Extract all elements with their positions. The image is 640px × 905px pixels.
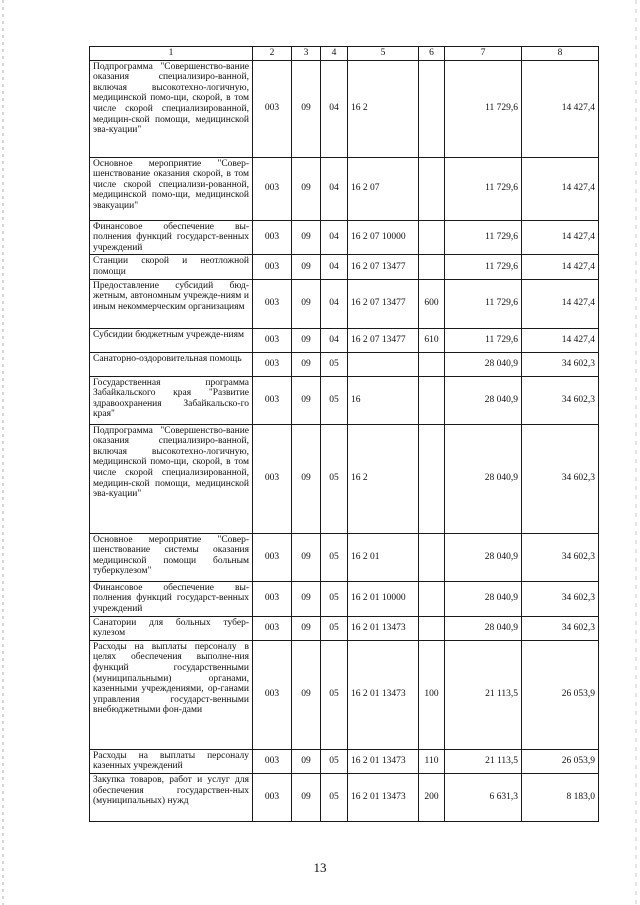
column-header-8: 8 [522,47,599,61]
cell-code-3: 09 [292,376,321,424]
cell-code-3: 09 [292,424,321,533]
table-row [90,376,599,424]
cell-amount-7: 28 040,9 [445,352,522,376]
cell-amount-7: 6 631,3 [445,773,522,821]
cell-code-4: 05 [321,773,348,821]
cell-amount-8: 14 427,4 [522,279,599,328]
cell-code-2: 003 [253,616,292,640]
table-row [90,255,599,279]
cell-code-6 [419,255,445,279]
cell-code-6: 100 [419,640,445,749]
cell-code-5: 16 2 01 13473 [348,640,419,749]
cell-code-5: 16 2 01 [348,533,419,581]
scan-edge-right [635,0,637,905]
column-header-5: 5 [348,47,419,61]
cell-code-3: 09 [292,157,321,220]
cell-amount-7: 21 113,5 [445,640,522,749]
cell-amount-8: 34 602,3 [522,581,599,616]
cell-code-3: 09 [292,773,321,821]
row-label: Подпрограмма "Совершенство-вание оказания специализиро-ванной, включая высокотехно-логичную, медицинской помо-щи, скорой, в том числе скорой специализированной, медицин-ской помощи, медицинской эва-куации" [90,424,253,533]
cell-amount-7: 28 040,9 [445,424,522,533]
cell-code-4: 05 [321,581,348,616]
table-body [90,47,599,822]
row-label: Основное мероприятие "Совер-шенствование системы оказания медицинской помощи больным туберкулезом" [90,533,253,581]
column-header-1: 1 [90,47,253,61]
cell-code-2: 003 [253,533,292,581]
column-header-2: 2 [253,47,292,61]
cell-code-5: 16 2 01 13473 [348,616,419,640]
cell-amount-8: 26 053,9 [522,640,599,749]
cell-code-5: 16 2 07 13477 [348,279,419,328]
row-label: Станции скорой и неотложной помощи [90,255,253,279]
cell-code-3: 09 [292,220,321,255]
cell-code-6 [419,157,445,220]
table-row [90,581,599,616]
cell-code-2: 003 [253,376,292,424]
cell-code-6 [419,352,445,376]
cell-amount-7: 28 040,9 [445,376,522,424]
cell-code-4: 04 [321,60,348,157]
cell-code-3: 09 [292,60,321,157]
cell-code-6 [419,424,445,533]
row-label: Санатории для больных тубер-кулезом [90,616,253,640]
cell-code-2: 003 [253,640,292,749]
cell-amount-7: 11 729,6 [445,60,522,157]
cell-code-6: 610 [419,328,445,352]
table-row [90,328,599,352]
cell-code-3: 09 [292,255,321,279]
cell-amount-8: 14 427,4 [522,220,599,255]
cell-code-6 [419,616,445,640]
cell-code-3: 09 [292,328,321,352]
cell-code-4: 04 [321,157,348,220]
cell-amount-8: 14 427,4 [522,328,599,352]
cell-code-6: 200 [419,773,445,821]
table-row [90,220,599,255]
table-row [90,773,599,821]
cell-code-5: 16 2 01 13473 [348,773,419,821]
cell-amount-7: 28 040,9 [445,533,522,581]
table-row [90,352,599,376]
table-row [90,424,599,533]
cell-amount-7: 11 729,6 [445,157,522,220]
cell-code-5: 16 2 [348,424,419,533]
cell-amount-7: 11 729,6 [445,220,522,255]
cell-code-4: 05 [321,533,348,581]
cell-code-4: 05 [321,424,348,533]
cell-code-2: 003 [253,328,292,352]
page-number: 13 [313,860,327,875]
row-label: Расходы на выплаты персоналу казенных учреждений [90,749,253,773]
cell-code-2: 003 [253,581,292,616]
cell-code-3: 09 [292,581,321,616]
row-label: Расходы на выплаты персоналу в целях обеспечения выполне-ния функций государственными (муниципальными) органами, казенными учреждениями, ор-ганами управления государст-венными внебюджетными фон-дами [90,640,253,749]
cell-code-4: 04 [321,328,348,352]
row-label: Подпрограмма "Совершенство-вание оказания специализиро-ванной, включая высокотехно-логичную, медицинской помо-щи, скорой, в том числе скорой специализированной, медицин-ской помощи, медицинской эва-куации" [90,60,253,157]
cell-amount-7: 11 729,6 [445,279,522,328]
table-row [90,157,599,220]
cell-code-6 [419,376,445,424]
cell-amount-7: 28 040,9 [445,616,522,640]
cell-code-5: 16 2 07 10000 [348,220,419,255]
cell-code-5: 16 [348,376,419,424]
table-row [90,60,599,157]
cell-code-2: 003 [253,157,292,220]
cell-code-5: 16 2 [348,60,419,157]
cell-code-3: 09 [292,533,321,581]
cell-amount-7: 21 113,5 [445,749,522,773]
cell-code-5: 16 2 07 13477 [348,255,419,279]
cell-code-4: 04 [321,255,348,279]
table-row [90,749,599,773]
cell-code-4: 04 [321,279,348,328]
cell-code-6: 110 [419,749,445,773]
cell-code-6 [419,60,445,157]
cell-amount-8: 34 602,3 [522,376,599,424]
cell-amount-7: 11 729,6 [445,255,522,279]
cell-code-2: 003 [253,255,292,279]
cell-code-5: 16 2 07 [348,157,419,220]
row-label: Государственная программа Забайкальского края "Развитие здравоохранения Забайкальско-го края" [90,376,253,424]
cell-amount-8: 34 602,3 [522,616,599,640]
cell-code-5: 16 2 07 13477 [348,328,419,352]
cell-code-6: 600 [419,279,445,328]
cell-code-3: 09 [292,279,321,328]
cell-code-2: 003 [253,352,292,376]
table-row [90,616,599,640]
column-header-6: 6 [419,47,445,61]
table-row [90,533,599,581]
row-label: Финансовое обеспечение вы-полнения функций государст-венных учреждений [90,581,253,616]
cell-code-4: 04 [321,220,348,255]
column-header-4: 4 [321,47,348,61]
scan-edge-left [2,0,4,905]
budget-table [89,46,599,822]
cell-amount-8: 14 427,4 [522,60,599,157]
row-label: Финансовое обеспечение вы-полнения функций государст-венных учреждений [90,220,253,255]
cell-code-2: 003 [253,279,292,328]
row-label: Санаторно-оздоровительная помощь [90,352,253,376]
cell-code-6 [419,220,445,255]
cell-amount-8: 8 183,0 [522,773,599,821]
cell-code-3: 09 [292,352,321,376]
cell-code-3: 09 [292,749,321,773]
row-label: Субсидии бюджетным учрежде-ниям [90,328,253,352]
cell-amount-8: 14 427,4 [522,157,599,220]
cell-code-4: 05 [321,616,348,640]
cell-code-5: 16 2 01 10000 [348,581,419,616]
cell-code-6 [419,581,445,616]
table-row [90,640,599,749]
cell-code-4: 05 [321,749,348,773]
header-row [90,47,599,61]
table-row [90,279,599,328]
cell-code-2: 003 [253,220,292,255]
row-label: Закупка товаров, работ и услуг для обеспечения государствен-ных (муниципальных) нужд [90,773,253,821]
column-header-7: 7 [445,47,522,61]
column-header-3: 3 [292,47,321,61]
row-label: Предоставление субсидий бюд-жетным, автономным учрежде-ниям и иным некоммерческим организациям [90,279,253,328]
cell-amount-8: 34 602,3 [522,352,599,376]
row-label: Основное мероприятие "Совер-шенствование оказания скорой, в том числе скорой специализи-рованной, медицинской помо-щи, медицинской эвакуации" [90,157,253,220]
cell-code-5 [348,352,419,376]
cell-code-4: 05 [321,352,348,376]
cell-amount-8: 14 427,4 [522,255,599,279]
cell-amount-8: 34 602,3 [522,424,599,533]
cell-code-2: 003 [253,60,292,157]
cell-code-3: 09 [292,640,321,749]
cell-code-5: 16 2 01 13473 [348,749,419,773]
cell-amount-8: 34 602,3 [522,533,599,581]
cell-code-2: 003 [253,773,292,821]
cell-code-2: 003 [253,424,292,533]
cell-code-4: 05 [321,376,348,424]
cell-amount-7: 11 729,6 [445,328,522,352]
cell-code-6 [419,533,445,581]
cell-code-3: 09 [292,616,321,640]
cell-amount-8: 26 053,9 [522,749,599,773]
cell-amount-7: 28 040,9 [445,581,522,616]
cell-code-2: 003 [253,749,292,773]
cell-code-4: 05 [321,640,348,749]
